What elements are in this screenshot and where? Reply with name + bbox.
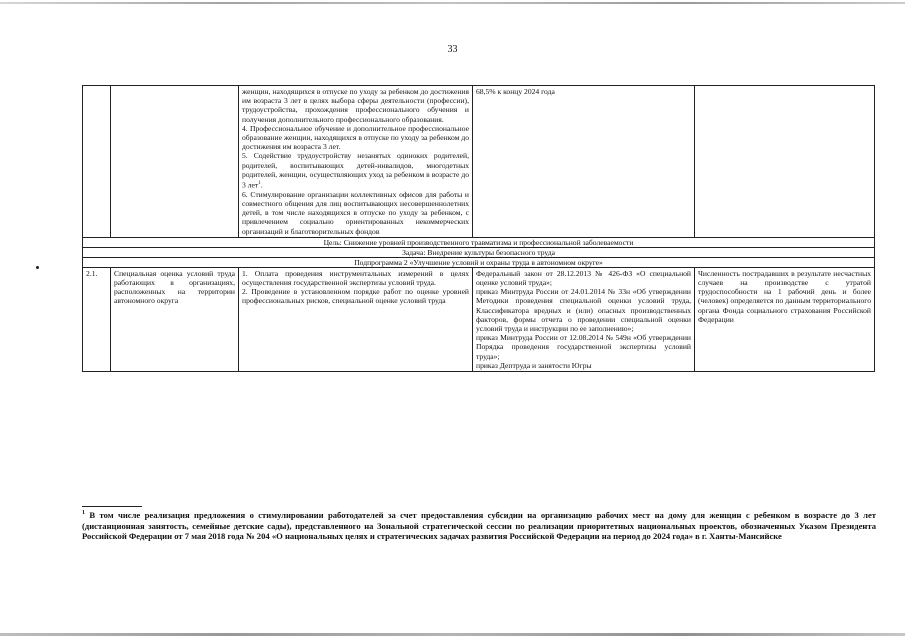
cell-indicator-empty (695, 86, 875, 238)
measure-item: 1. Оплата проведения инструментальных измерений в целях осуществления государственной экспертизы условий труда. (242, 268, 469, 287)
footnote-text: В том числе реализация предложения о стимулировании работодателей за счет предоставления субсидии на организацию рабочих мест на дому для женщин с ребенком в возрасте до 3 лет (дистанционная занятость, семейные детские сады), представленного на Зональной стратегической сессии по реализации приоритетных национальных проектов, обозначенных Указом Президента Российской Федерации от 7 мая 2018 года № 204 «О национальных целях и стратегических задачах развития Российской Федерации на период до 2024 года» в г. Ханты-Мансийске (82, 509, 876, 542)
legal-item: приказ Дептруда и занятости Югры (476, 360, 592, 370)
task-row (83, 247, 875, 257)
cell-name-empty (111, 86, 239, 238)
table-row-2-1 (83, 267, 875, 371)
cell-measures-continued (239, 86, 473, 238)
item-legal (473, 267, 695, 371)
subprogram-text: Подпрограмма 2 «Улучшение условий и охраны труда в автономном округе» (83, 257, 875, 267)
goal-row (83, 237, 875, 247)
measures-table (82, 85, 875, 372)
footnote-separator (82, 506, 142, 507)
legal-item: приказ Минтруда России от 24.01.2014 № 33н «Об утверждении Методики проведения специальной оценки условий труда, Классификатора вредных и (или) опасных производственных факторов, формы отчета о проведении специальной оценки условий труда и инструкции по ее заполнению»; (476, 287, 691, 333)
footnote-number: 1 (82, 510, 85, 516)
measure-item: 6. Стимулирование организации коллективных офисов для работы и совместного общения для лиц воспитывающих несовершеннолетних детей, в том числе находящихся в отпуске по уходу за ребенком, с привлечением социально ориентированных некоммерческих организаций и благотворительных фондов (242, 189, 469, 236)
subprogram-row (83, 257, 875, 267)
scan-edge-bottom (0, 633, 905, 636)
footnote (82, 508, 876, 542)
item-number: 2.1. (83, 267, 111, 371)
item-name: Специальная оценка условий труда работающих в организациях, расположенных на территории автономного округа (111, 267, 239, 371)
measure-item: 2. Проведение в установленном порядке работ по оценке уровней профессиональных рисков, специальной оценке условий труда (242, 287, 469, 306)
item-measures (239, 267, 473, 371)
measure-item: 4. Профессиональное обучение и дополнительное профессиональное образование женщин, находящихся в отпуске по уходу за ребенком до достижения им возраста 3 лет. (242, 123, 469, 152)
measure-item: женщин, находящихся в отпуске по уходу за ребенком до достижения им возраста 3 лет в целях выбора сферы деятельности (профессии), трудоустройства, прохождения профессионального обучения и получения дополнительного профессионального образования. (242, 87, 469, 124)
footnote-mark: 1 (258, 181, 261, 187)
page-number: 33 (447, 44, 458, 55)
goal-text: Цель: Снижение уровней производственного травматизма и профессиональной заболеваемости (83, 237, 875, 247)
item-indicator: Численность пострадавших в результате несчастных случаев на производстве с утратой трудоспособности на 1 рабочий день и более (человек) определяется по данным территориального органа Фонда социального страхования Российской Федерации (695, 267, 875, 371)
legal-item: Федеральный закон от 28.12.2013 № 426-ФЗ «О специальной оценке условий труда»; (476, 268, 691, 287)
table-row-continuation (83, 86, 875, 238)
cell-legal-continued: 68,5% к концу 2024 года (473, 86, 695, 238)
cell-number-empty (83, 86, 111, 238)
measure-item: 5. Содействие трудоустройству незанятых одиноких родителей, родителей, воспитывающих детей-инвалидов, многодетных родителей, женщин, осуществляющих уход за ребенком в возрасте до 3 лет$^1$. (242, 151, 469, 190)
legal-item: приказ Минтруда России от 12.08.2014 № 549н «Об утверждении Порядка проведения государственной экспертизы условий труда»; (476, 333, 691, 361)
task-text: Задача: Внедрение культуры безопасного труда (83, 247, 875, 257)
scan-speck (36, 266, 39, 269)
scan-edge-top (0, 2, 905, 4)
